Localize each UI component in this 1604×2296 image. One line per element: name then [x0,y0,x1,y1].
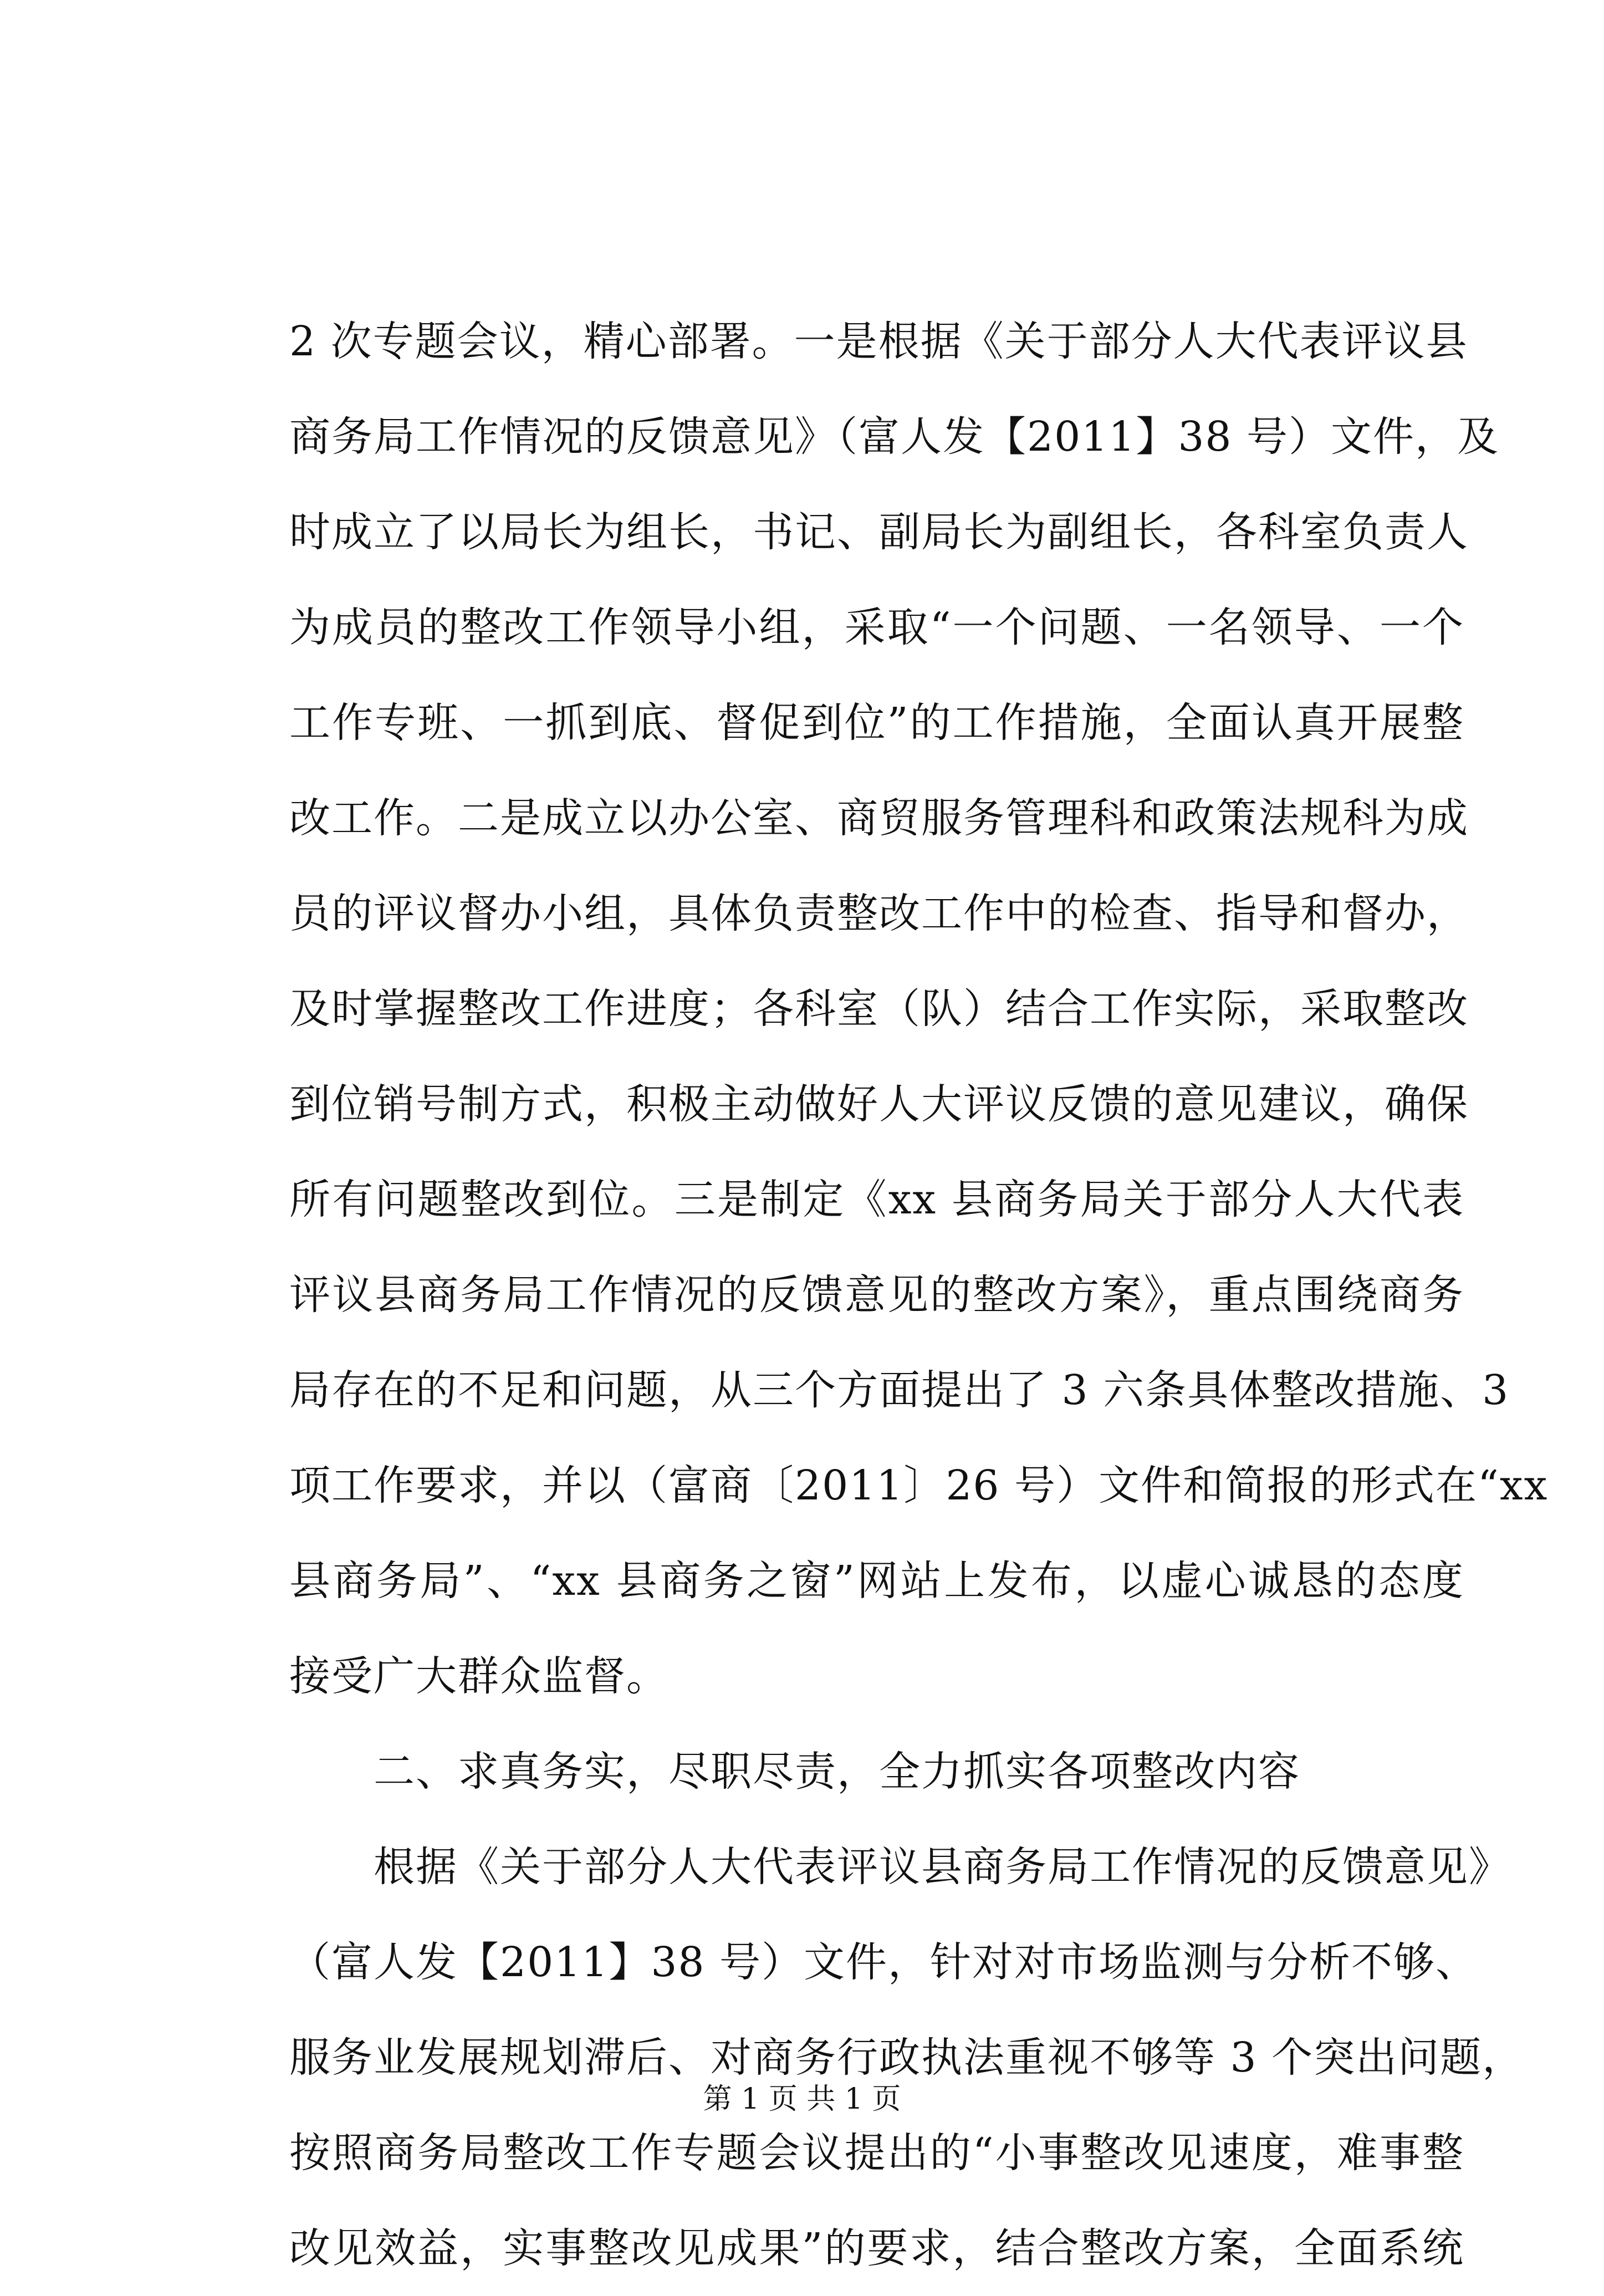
text-line-19: 服务业发展规划滞后、对商务行政执法重视不够等 3 个突出问题， [289,2034,1525,2081]
text-line-11: 评议县商务局工作情况的反馈意见的整改方案》，重点围绕商务 [289,1271,1464,1319]
text-line-15: 接受广大群众监督。 [289,1652,668,1700]
text-line-7: 员的评议督办小组，具体负责整改工作中的检查、指导和督办， [289,890,1469,937]
text-line-17: 根据《关于部分人大代表评议县商务局工作情况的反馈意见》 [289,1843,1511,1891]
text-line-2: 商务局工作情况的反馈意见》（富人发【2011】38 号）文件，及 [289,413,1500,461]
section-heading: 二、求真务实，尽职尽责，全力抓实各项整改内容 [289,1748,1300,1795]
text-line-10: 所有问题整改到位。三是制定《xx 县商务局关于部分人大代表 [289,1176,1464,1223]
text-line-1: 2 次专题会议，精心部署。一是根据《关于部分人大代表评议县 [289,318,1468,365]
body-text [289,294,1549,2296]
text-line-8: 及时掌握整改工作进度；各科室（队）结合工作实际，采取整改 [289,985,1469,1033]
text-line-14: 县商务局”、“xx 县商务之窗”网站上发布，以虚心诚恳的态度 [289,1557,1464,1605]
page-footer: 第 1 页 共 1 页 [703,2083,901,2116]
text-line-4: 为成员的整改工作领导小组，采取“一个问题、一名领导、一个 [289,604,1464,651]
text-line-5: 工作专班、一抓到底、督促到位”的工作措施，全面认真开展整 [289,699,1464,747]
text-line-21: 改见效益，实事整改见成果”的要求，结合整改方案，全面系统 [289,2224,1464,2272]
text-line-20: 按照商务局整改工作专题会议提出的“小事整改见速度，难事整 [289,2129,1464,2177]
text-line-6: 改工作。二是成立以办公室、商贸服务管理科和政策法规科为成 [289,794,1469,842]
text-line-3: 时成立了以局长为组长，书记、副局长为副组长，各科室负责人 [289,508,1469,556]
text-line-9: 到位销号制方式，积极主动做好人大评议反馈的意见建议，确保 [289,1080,1469,1128]
text-line-18: （富人发【2011】38 号）文件，针对对市场监测与分析不够、 [289,1938,1478,1986]
text-line-13: 项工作要求，并以（富商〔2011〕26 号）文件和简报的形式在“xx [289,1462,1549,1509]
text-line-12: 局存在的不足和问题，从三个方面提出了 3 六条具体整改措施、3 [289,1366,1510,1414]
